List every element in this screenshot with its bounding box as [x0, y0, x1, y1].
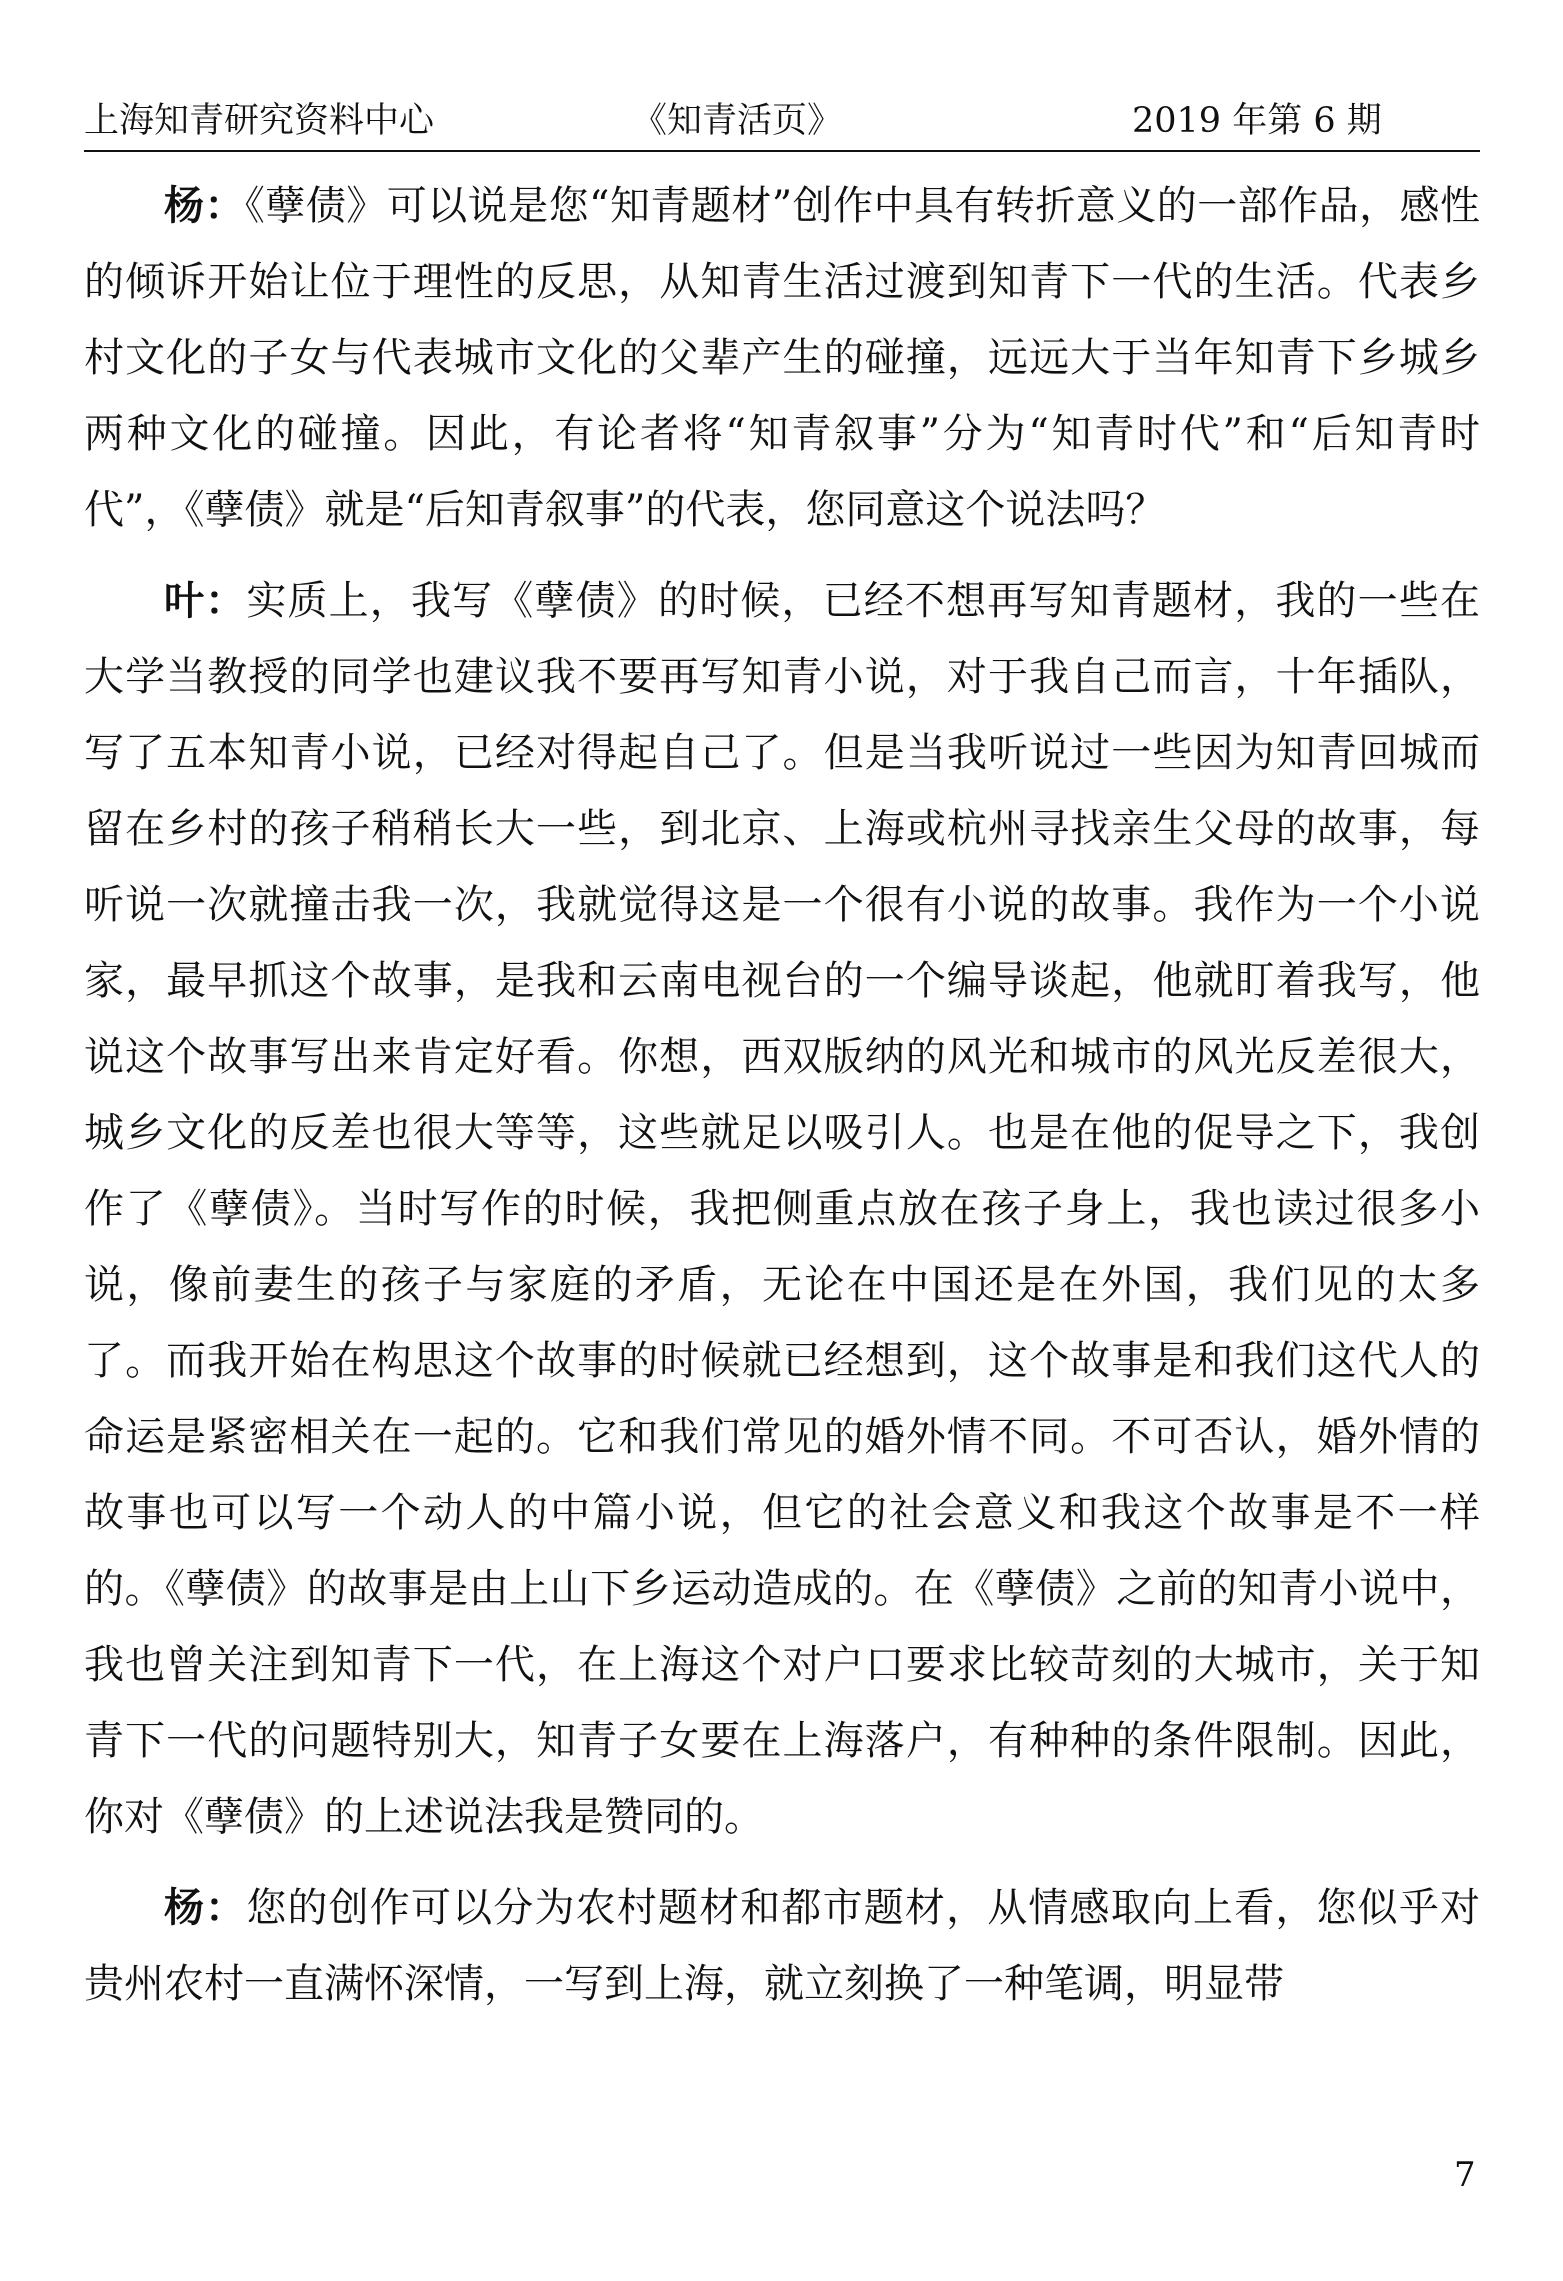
page-number: 7: [1454, 2155, 1476, 2195]
paragraph-question-2: [84, 1870, 1480, 2022]
speaker-label: 杨：: [164, 182, 245, 229]
header-issue: 2019 年第 6 期: [1132, 101, 1382, 141]
header-divider: [84, 150, 1480, 152]
speaker-label: 杨：: [164, 1884, 247, 1931]
page-header: [84, 96, 1480, 146]
speaker-label: 叶：: [164, 577, 247, 624]
paragraph-answer-1: [84, 563, 1480, 1855]
header-source: 上海知青研究资料中心: [84, 101, 435, 141]
paragraph-text: 实质上，我写《孽债》的时候，已经不想再写知青题材，我的一些在大学当教授的同学也建议我不要再写知青小说，对于我自己而言，十年插队，写了五本知青小说，已经对得起自己了。但是当我听说过一些因为知青回城而留在乡村的孩子稍稍长大一些，到北京、上海或杭州寻找亲生父母的故事，每听说一次就撞击我一次，我就觉得这是一个很有小说的故事。我作为一个小说家，最早抓这个故事，是我和云南电视台的一个编导谈起，他就盯着我写，他说这个故事写出来肯定好看。你想，西双版纳的风光和城市的风光反差很大，城乡文化的反差也很大等等，这些就足以吸引人。也是在他的促导之下，我创作了《孽债》。当时写作的时候，我把侧重点放在孩子身上，我也读过很多小说，像前妻生的孩子与家庭的矛盾，无论在中国还是在外国，我们见的太多了。而我开始在构思这个故事的时候就已经想到，这个故事是和我们这代人的命运是紧密相关在一起的。它和我们常见的婚外情不同。不可否认，婚外情的故事也可以写一个动人的中篇小说，但它的社会意义和我这个故事是不一样的。《孽债》的故事是由上山下乡运动造成的。在《孽债》之前的知青小说中，我也曾关注到知青下一代，在上海这个对户口要求比较苛刻的大城市，关于知青下一代的问题特别大，知青子女要在上海落户，有种种的条件限制。因此，你对《孽债》的上述说法我是赞同的。: [84, 578, 1481, 1840]
header-publication-title: 《知青活页》: [632, 101, 843, 141]
article-body: [84, 168, 1480, 2022]
paragraph-question-1: [84, 168, 1480, 548]
paragraph-text: 您的创作可以分为农村题材和都市题材，从情感取向上看，您似乎对贵州农村一直满怀深情，一写到上海，就立刻换了一种笔调，明显带: [84, 1885, 1481, 2007]
paragraph-text: 《孽债》可以说是您“知青题材”创作中具有转折意义的一部作品，感性的倾诉开始让位于理性的反思，从知青生活过渡到知青下一代的生活。代表乡村文化的子女与代表城市文化的父辈产生的碰撞，远远大于当年知青下乡城乡两种文化的碰撞。因此，有论者将“知青叙事”分为“知青时代”和“后知青时代”，《孽债》就是“后知青叙事”的代表，您同意这个说法吗？: [84, 183, 1480, 533]
